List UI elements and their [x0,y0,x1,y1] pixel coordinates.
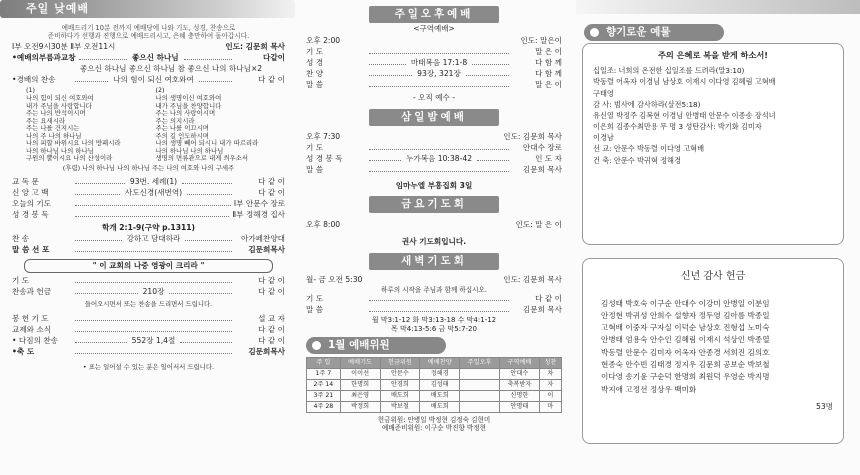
row-person: 인 도 자 [535,153,563,163]
text-line: 나의 생명 빼어 되시니 내가 따르리라 [155,139,259,148]
leader-dots [182,178,232,184]
text-line: 주는 요새시라 [26,116,66,125]
text-line: 나의 주 나의 하나님 [26,131,82,140]
row-person: 다 같 이 [258,286,285,296]
text-line: 주는 나를 이끄시며 [155,124,209,133]
table-cell: 2주 14 [307,379,341,390]
row-label: 교 독 문 [12,176,39,186]
leader-dots [75,178,125,184]
order-row [306,143,562,154]
table-cell: 배도희 [420,390,460,401]
table-cell: 3주 21 [307,390,341,401]
text-line: 건 축: 안문수 박귀혁 정해경 [593,155,681,165]
leader-dots [369,59,406,65]
table-cell: 박보철 [380,401,420,412]
order-row [12,314,285,325]
row-label: 찬송과 헌금 [12,286,52,296]
row-person: 다 같 이 [258,324,285,334]
dawn-readings-2: 목 막4:13-5:6 금 막5:7-20 [391,324,477,333]
table-cell: 박정희 [340,401,380,412]
row-label: 성 경 봉 독 [12,209,49,219]
leader-dots [75,277,232,283]
table-cell: 신명한 [499,390,539,401]
row-person: 다 같 이 [258,275,285,285]
order-row [306,47,562,58]
friday-title: 금요기도회 [369,196,499,213]
dawn-desc: 하루의 시작을 주님과 함께 하십시오. [380,285,488,294]
table-cell [460,379,500,390]
wednesday-title: 삼일밤예배 [369,109,499,126]
row-label: 찬 양 [306,69,324,79]
table-cell: 차 [539,368,561,379]
row-content: 210장 [142,286,165,296]
order-row [306,305,562,316]
leader-dots [369,48,509,54]
text-line: 이다영 송기윤 구순덕 한명희 최원덕 우영순 박지명 [601,372,770,382]
text-line: 주는 의지시라 [155,116,195,125]
row-person: 김문희 목사 [522,164,562,174]
afternoon-title: 주일오후예배 [369,6,499,23]
table-cell: 축복받자 [499,379,539,390]
row-content: 93장, 321장 [417,69,461,79]
row-person: 김문희 목사 [522,305,562,315]
leader-dots [185,235,232,241]
row-label: 말 씀 [306,305,324,315]
text-line: 선 교: 안문수 박동렬 이다영 고혁배 [593,144,705,154]
row-content: 사도신경(새번역) [124,187,183,197]
row-label: 기 도 [306,47,324,57]
row-person: 김문희목사 [248,346,285,356]
row-content: 좋으신 하나님 [131,53,179,63]
row-content: 93번. 세례(1) [129,176,178,186]
order-row [12,336,285,347]
text-line: 안병태 엄용숙 안수인 김혜림 이재시 석상인 박종열 [601,335,770,345]
monthly-footer-1: 헌금위원: 안병일 박정현 김정숙 김현미 [377,415,491,424]
fragrant-offering-box [582,43,844,245]
row-content: 마태복음 17:1-8 [410,58,468,68]
text-line: 유신열 박정주 김복현 이경님 안병태 안문수 이종송 장석녀 [593,110,776,120]
text-line: 안정현 박귀성 안희수 설향자 정두영 김아름 박종일 [601,310,770,320]
text-line: (1) [26,86,36,95]
order-row [306,165,562,176]
table-cell: 한명희 [340,379,380,390]
text-line: 이경남 [593,133,614,143]
table-cell [460,390,500,401]
table-header: 예배기도 [340,357,380,368]
text-line: 박동렬 안문수 김미자 어옥자 안종경 서희진 김의호 [601,347,770,357]
sermon-title: " 이 교회의 나중 영광이 크리라 " [24,259,273,272]
leader-dots [75,246,232,252]
text-line: 주는 나의 반석이시며 [26,109,86,118]
monthly-footer-2: 예배준비위원: 이구순 박진향 박정현 [381,423,487,432]
afternoon-time-row: 오후 2:00 인도: 말은이 [306,36,562,46]
order-row [12,188,285,199]
text-line: 나의 하나님 나의 하나님 [26,146,94,155]
text-line: 나의 하나님 나의 하나님 [155,146,224,155]
order-row [12,234,285,245]
text-line: 이은희 김종수최만용 무 명 3 성탄감사: 박기화 김미자 [593,122,762,132]
friday-time-row: 오후 8:00 인도: 말 은 이 [306,220,562,230]
row-person: Ⅰ부 안문수 장로 [233,198,285,208]
table-cell: 이이선 [340,368,380,379]
order-row [12,287,285,298]
row-content: 누가복음 10:38-42 [405,153,473,163]
text-line: 고혁배 이중자 구자실 이덕순 남상호 진형섭 노미숙 [601,323,770,333]
leader-dots [169,288,232,294]
table-cell: 이 [539,390,561,401]
leader-dots [75,235,122,241]
table-header: 헌금위원 [380,357,420,368]
table-cell: 김성태 [420,379,460,390]
text-line: 나의 피할 바위시요 나의 방패시라 [26,139,121,148]
afternoon-sub: <구역예배> [413,24,455,33]
row-label: 신 앙 고 백 [12,187,49,197]
table-cell: 정해경 [420,368,460,379]
text-line: 주는 나의 사랑이시며 [155,109,216,118]
intro: 예배드리기 10분 전까지 예배당에 나와 기도, 성경, 찬송으로 준비하다가 선행과 진행으로 예배드리시고, 은혜 충만하여 돌아갑시다. [47,24,250,41]
table-cell: 안문수 [380,368,420,379]
text-line: 구원의 뿔이시요 나의 산성이라 [26,154,113,163]
text-line: 감 사: 범사에 감사하라(살전5:18) [593,99,701,109]
text-line: 내가 주님을 사랑합니다 [26,101,92,110]
order-row [12,75,285,86]
order-row [306,154,562,165]
table-cell: 1주 7 [307,368,341,379]
other-services-column [300,0,572,475]
newyear-count: 53명 [816,401,833,411]
table-header: 주일오후 [460,357,500,368]
row-label: •축 도 [12,346,35,356]
row-person: 다 같 이 [258,75,286,85]
row-person: 다 함 께 [535,69,562,79]
afternoon-theme: - 오직 예수 - [412,93,456,103]
row-person: 설 교 자 [258,313,285,323]
row-label: •경배의 찬송 [12,75,56,85]
row-label: •예배의부름과교창 [12,53,76,63]
row-person: 말 은 이 [535,47,562,57]
top-right-strip [576,0,860,14]
table-header: 주 일 [307,357,341,368]
order-row [12,210,285,221]
table-cell: 자 [539,379,561,390]
table-cell [460,368,500,379]
row-label: • 다짐의 찬송 [12,335,58,345]
table-cell: 배도희 [380,390,420,401]
table-cell: 안경희 [380,379,420,390]
service-time-row: Ⅰ부 오전9시30분 Ⅱ부 오전11시 인도: 김문희 목사 [12,42,285,52]
row-label: 찬 송 [12,234,30,244]
leader-dots [75,76,108,82]
order-row [12,64,285,75]
table-row [307,390,562,401]
table-header: 구역예배 [499,357,539,368]
row-person: 아가페찬양대 [241,234,286,244]
monthly-schedule-table [306,357,562,413]
scripture-ref: 학개 2:1-9(구약 p.1311) [101,222,196,232]
row-person: 다 같 이 [535,294,562,304]
wednesday-time-row: 오후 7:30 인도: 김문희 목사 [306,131,562,141]
leader-dots [199,76,232,82]
order-row [12,276,285,287]
leader-dots [466,70,509,76]
leader-dots [472,59,509,65]
text-line: 주는 나를 건지시는 [26,124,80,133]
text-line: 십일조: 너희의 온전한 십일조를 드려라(말3:10) [593,66,745,76]
chorus: (후렴) 나의 하나님 나의 하나님 주는 나의 여호와 나의 구세주 [62,163,235,172]
order-row [306,294,562,305]
text-line: 생명의 면류관으로 내게 씌우소서 [155,154,249,163]
order-row [306,69,562,80]
order-row [12,199,285,210]
text-line: 나의 생명이신 여호와여 [155,94,222,103]
offering-note: 들어오시면서 또는 찬송을 드리면서 드립니다. [84,299,213,308]
leader-dots [369,155,401,161]
order-row [12,347,285,358]
row-label: 교제와 소식 [12,324,52,334]
row-person: Ⅱ부 정해경 집사 [232,209,285,219]
order-row [306,58,562,69]
table-cell: 배도희 [420,401,460,412]
fragrant-offering-pill: 향기로운 예물 [584,24,724,41]
text-line: 박동렬 어옥자 이경님 남상호 이재시 이다영 김혜림 고혁배 [593,77,776,87]
row-label: 기 도 [306,294,324,304]
morning-service-title: 주일 낮예배 [26,2,89,16]
row-person: 말 은 이 [535,80,562,90]
text-line: 박지애 고정선 정상우 백미화 [601,384,697,394]
row-label: 성 경 [306,58,324,68]
row-label: 기 도 [306,142,324,152]
table-cell: 4주 28 [307,401,341,412]
revival-note: 임마누엘 부흥집회 3일 [395,180,473,190]
leader-dots [187,189,232,195]
leader-dots [369,306,509,312]
order-row [12,245,285,256]
leader-dots [75,189,120,195]
table-cell: 최은영 [340,390,380,401]
leader-dots [369,81,509,87]
text-line: 나의 힘이 되신 여호와여 [26,94,94,103]
text-line: 주의 길 인도하시며 [155,131,209,140]
morning-service-column [0,0,295,475]
row-person: 김문희목사 [248,245,285,255]
monthly-title-pill: 1월 예배위원 [306,337,446,354]
leader-dots [184,54,232,60]
row-person: 다 함 께 [535,58,563,68]
dawn-title: 새벽기도회 [369,253,499,270]
order-row [12,53,285,64]
leader-dots [477,155,509,161]
text-line: 내가 주님을 찬양합니다 [155,101,222,110]
row-person: 다 같 이 [258,335,285,345]
table-cell [460,401,500,412]
row-content: 좋으신 하나님 좋으신 하나님 참 좋으신 나의 하나님×2 [80,64,263,74]
row-label: 말 씀 [306,164,324,174]
table-row [307,401,562,412]
table-row [307,368,562,379]
table-cell: 안명태 [499,401,539,412]
leader-dots [369,295,509,301]
row-label: 기 도 [12,275,30,285]
dawn-time-row: 월- 금 오전 5:30 인도: 김문희 목사 [306,274,562,284]
newyear-title: 신년 감사 헌금 [680,271,746,282]
table-header: 성찬 [539,357,561,368]
row-content: 552장 1,4절 [131,335,176,345]
row-label: 말 씀 선 포 [12,245,50,255]
leader-dots [79,54,127,60]
table-cell: 마 [539,401,561,412]
text-line: (2) [155,86,165,95]
row-content: 강하고 담대하라 [126,234,181,244]
row-label: 성 경 봉 독 [306,153,343,163]
table-row [307,379,562,390]
text-line: 구태영 [593,88,614,98]
fragrant-heading: 주의 은혜로 복을 받게 하소서! [657,50,769,60]
lyrics [12,87,285,162]
row-person: 다같이 [262,53,285,63]
leader-dots [369,144,509,150]
text-line: 현종숙 안수빈 김태경 정지우 김문희 공보순 박보철 [601,359,770,369]
row-person: 다 같 이 [258,187,285,197]
leader-dots [75,211,229,217]
leader-dots [75,326,232,332]
order-row [306,80,562,91]
newyear-offering-box [582,258,844,444]
order-row [12,177,285,188]
dawn-readings-1: 월 막3:1-12 화 막3:13-18 수 막4:1-12 [371,316,497,325]
row-label: 봉 헌 기 도 [12,313,49,323]
row-label: 말 씀 [306,80,324,90]
text-line: 김성태 박호숙 이구순 안대수 이강미 안병일 이분임 [601,298,770,308]
leader-dots [75,200,231,206]
leader-dots [75,315,232,321]
leader-dots [369,70,412,76]
friday-note: 권사 기도회입니다. [401,237,467,247]
table-cell: 안대수 [499,368,539,379]
leader-dots [180,337,232,343]
leader-dots [369,166,509,172]
leader-dots [75,348,232,354]
row-person: 안대수 장로 [522,142,562,152]
order-row [12,325,285,336]
row-person: 다 같 이 [258,176,286,186]
table-header: 예배찬양 [420,357,460,368]
row-label: 오늘의 기도 [12,198,52,208]
leader-dots [75,337,127,343]
footnote: • 표는 일어설 수 있는 분은 일어서서 드립니다. [82,362,215,371]
row-content: 나의 힘이 되신 여호와여 [113,75,194,85]
leader-dots [75,288,138,294]
